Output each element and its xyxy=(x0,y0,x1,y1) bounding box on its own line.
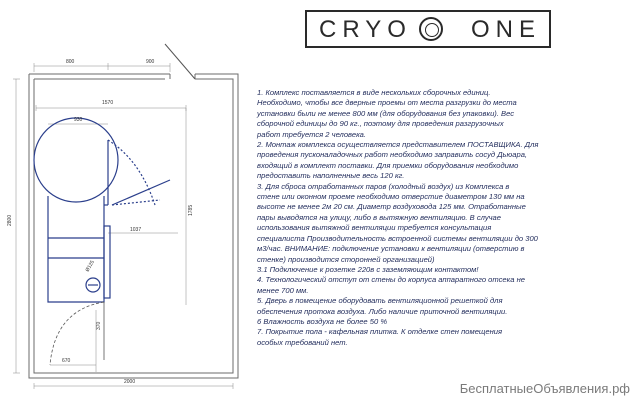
note-7: 7. Покрытие пола - кафельная плитка. К отделке стен помещения особых требований нет. xyxy=(257,327,503,347)
dim-pipe: 1037 xyxy=(130,227,142,233)
room-walls xyxy=(29,74,238,378)
note-1: 1. Комплекс поставляется в виде нескольких сборочных единиц. Необходимо, чтобы все дверные проемы от места разгрузки до места установки были не менее 800 мм (для оборудования без упаковки). Вес сборочной единицы до 90 кг., поэтому для проведения разгрузочных работ требуется 2 человека. xyxy=(257,88,517,139)
dim-height-left: 2800 xyxy=(7,214,13,226)
dim-sphere-width: 930 xyxy=(74,117,83,123)
dim-cabin-depth: 1570 xyxy=(102,100,114,106)
dim-bottom-left: 670 xyxy=(62,358,71,364)
installation-notes xyxy=(257,88,637,348)
hardware-unit xyxy=(104,226,110,298)
cabin-base xyxy=(48,196,104,302)
note-4: 4. Технологический отступ от стены до корпуса аппаратного отсека не менее 700 мм. xyxy=(257,275,525,295)
dim-width-bottom: 2000 xyxy=(124,379,136,385)
note-3-1: 3.1 Подключение к розетке 220в с заземляющим контактом! xyxy=(257,264,479,274)
note-2: 2. Монтаж комплекса осуществляется представителем ПОСТАВЩИКА. Для проведения пусконаладочных работ необходимо заправить сосуд Дьюара, входящий в комплект поставки. Для приемки оборудования необходимо предоставить наполненные весь 120 кг. xyxy=(257,140,539,181)
dim-top-door: 800 xyxy=(66,59,75,65)
dim-height-right: 1785 xyxy=(188,204,194,216)
note-6: 6 Влажность воздуха не более 50 % xyxy=(257,316,388,326)
watermark: БесплатныеОбъявления.рф xyxy=(459,381,630,396)
cryo-cabin-sphere xyxy=(34,118,118,202)
dim-duct: Ø125 xyxy=(84,259,96,273)
dim-top-right: 900 xyxy=(146,59,155,65)
logo-text-right: ONE xyxy=(470,16,541,43)
logo-text-left: CRYO xyxy=(319,16,412,43)
note-5: 5. Дверь в помещение оборудовать вентиляционной решеткой для обеспечения протока воздуха. Либо наличие приточной вентиляции. xyxy=(257,296,508,316)
note-3: 3. Для сброса отработанных паров (холодный воздух) из Комплекса в стене или оконном проеме необходимо отверстие диаметром 130 мм на высоте не менее 2м 20 см. Диаметр воздуховода 125 мм. Отработанные пары выводятся на улицу, либо в вытяжную вентиляцию. В случае использования вытяжной вентиляции требуется консультация специалиста Производительность встроенной системы вентиляции до 300 м3/час. ВНИМАНИЕ: подключение установки к вентиляции (отверстию в стенке) производится сторонней организацией) xyxy=(257,181,538,264)
dim-gap: 370 xyxy=(96,321,102,330)
